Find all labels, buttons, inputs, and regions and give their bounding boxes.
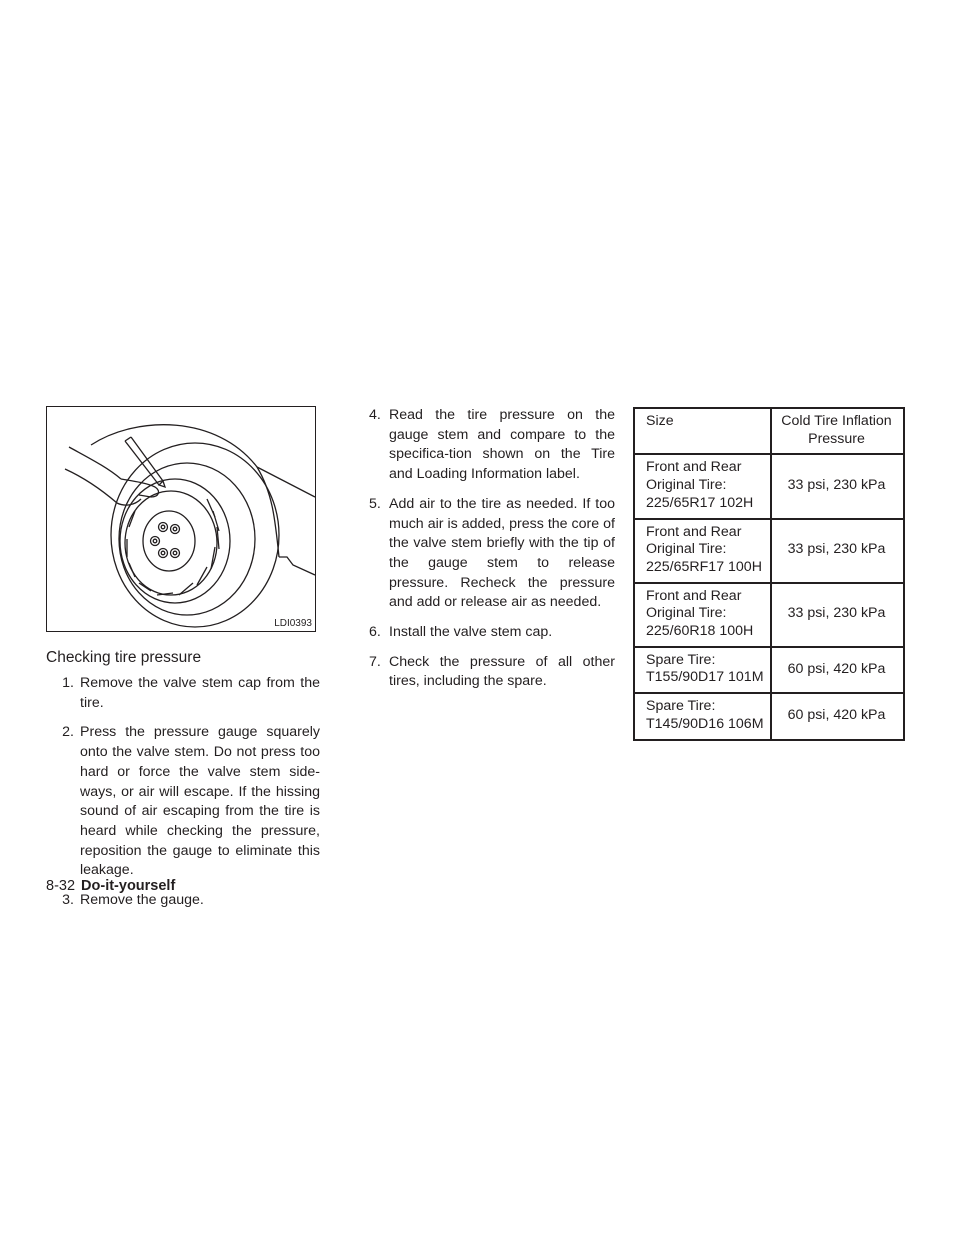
size-cell: Front and Rear Original Tire: 225/65RF17 100H [634, 519, 771, 583]
step-text: Add air to the tire as needed. If too much air is added, press the core of the valve stem briefly with the tip of the gauge stem to release pressure. Recheck the pressure and add or release air as needed. [389, 495, 615, 611]
pressure-cell: 60 psi, 420 kPa [771, 647, 904, 693]
table-row [634, 693, 904, 739]
pressure-cell: 33 psi, 230 kPa [771, 583, 904, 647]
steps-right [369, 406, 615, 692]
page-number: 8-32 [46, 878, 76, 894]
list-item [369, 406, 615, 485]
step-number: 7. [369, 653, 381, 670]
step-number: 6. [369, 624, 381, 641]
step-text: Remove the gauge. [80, 892, 204, 909]
pressure-cell: 33 psi, 230 kPa [771, 519, 904, 583]
table-row [634, 454, 904, 518]
step-text: Check the pressure of all other tires, including the spare. [389, 653, 615, 690]
size-cell: Spare Tire: T145/90D16 106M [634, 693, 771, 739]
table-row [634, 583, 904, 647]
page-footer [46, 878, 175, 894]
list-item [369, 653, 615, 692]
pressure-cell: 60 psi, 420 kPa [771, 693, 904, 739]
step-number: 3. [62, 892, 74, 909]
tire-pressure-figure [46, 406, 316, 632]
table-row [634, 519, 904, 583]
column-header-size: Size [634, 408, 771, 454]
section-heading: Checking tire pressure [46, 649, 202, 666]
section-title: Do-it-yourself [81, 878, 176, 894]
tire-pressure-table [633, 407, 905, 741]
step-text: Press the pressure gauge squarely onto the valve stem. Do not press too hard or force the valve stem side-ways, or air will escape. If the hissing sound of air escaping from the tire is heard while checking the pressure, reposition the gauge to eliminate this leakage. [80, 724, 320, 879]
column-header-pressure: Cold Tire Inflation Pressure [771, 408, 904, 454]
size-cell: Front and Rear Original Tire: 225/65R17 102H [634, 454, 771, 518]
list-item [369, 623, 615, 643]
step-number: 2. [62, 724, 74, 741]
list-item [52, 674, 320, 713]
steps-left [52, 662, 320, 911]
step-text: Read the tire pressure on the gauge stem and compare to the specifica-tion shown on the Tire and Loading Information label. [389, 407, 615, 483]
step-text: Remove the valve stem cap from the tire. [80, 675, 320, 711]
size-cell: Spare Tire: T155/90D17 101M [634, 647, 771, 693]
step-number: 5. [369, 495, 381, 512]
tire-pressure-gauge-illustration [47, 407, 315, 631]
figure-code: LDI0393 [274, 618, 312, 629]
table-header-row [634, 408, 904, 454]
list-item [52, 723, 320, 881]
pressure-cell: 33 psi, 230 kPa [771, 454, 904, 518]
table-row [634, 647, 904, 693]
step-number: 4. [369, 407, 381, 423]
list-item [369, 495, 615, 613]
size-cell: Front and Rear Original Tire: 225/60R18 100H [634, 583, 771, 647]
step-text: Install the valve stem cap. [389, 624, 553, 641]
step-number: 1. [62, 675, 74, 691]
